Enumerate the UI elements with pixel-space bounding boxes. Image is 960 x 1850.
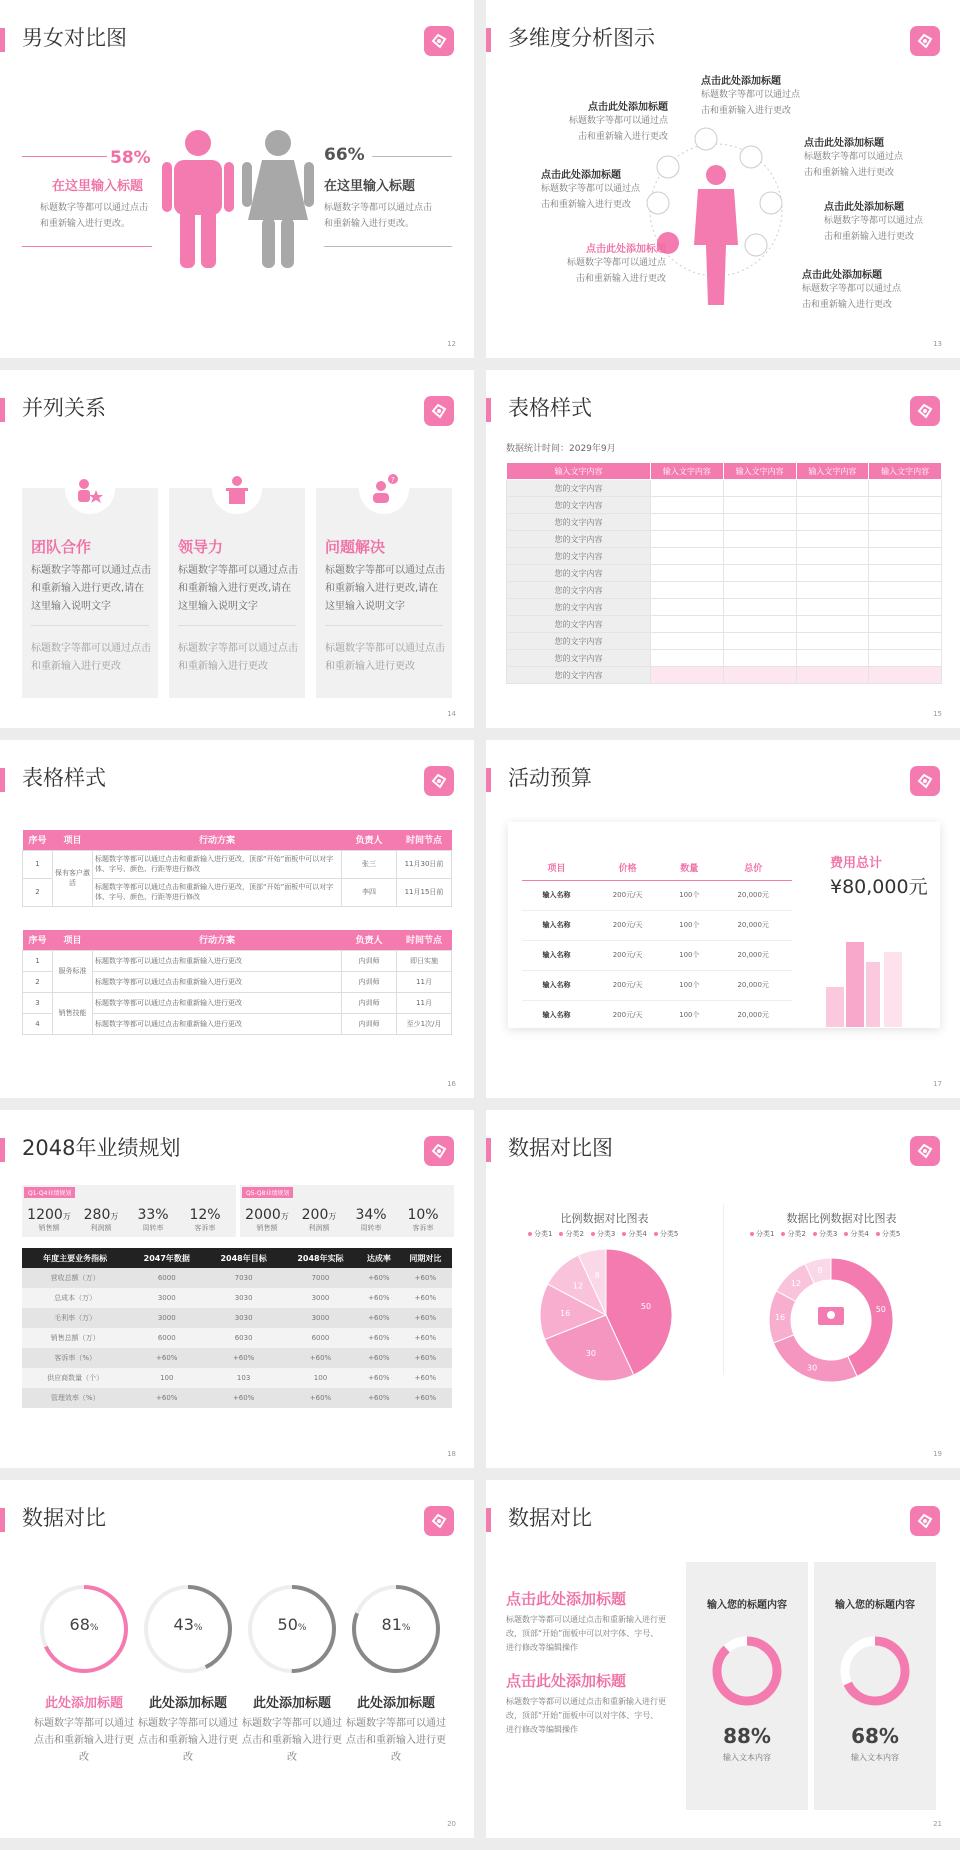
title-bar [0,1508,5,1532]
slide-13 [486,0,960,358]
slide-18 [0,1110,474,1468]
female-figure-icon [240,130,316,270]
slice-label: 12 [572,1281,583,1291]
slice-label: 8 [817,1266,823,1276]
table-cell [796,599,869,616]
slide-17 [486,740,960,1098]
table-cell [869,650,942,667]
page-number: 12 [447,340,456,348]
table-row [507,497,942,514]
brand-logo-icon [424,1136,454,1166]
table-cell [651,667,724,684]
group-label: 保有客户激活 [53,850,93,906]
table-row: 输入名称 200元/天 100个 20,000元 [522,1000,792,1030]
brand-logo-icon [910,766,940,796]
slide-15 [486,370,960,728]
text-block: 点击此处添加标题 标题数字等都可以通过点击和重新输入进行更改，顶部“开始”面板中可以对字体、字号、进行修改等编辑操作 [506,1590,666,1652]
city-buildings-icon [808,932,928,1027]
label-left-1: 点击此处添加标题 标题数字等都可以通过点 击和重新输入进行更改 [568,102,668,142]
table-cell [869,531,942,548]
row-label: 您的文字内容 [507,514,651,531]
row-label: 您的文字内容 [507,650,651,667]
card-teamwork: 团队合作 标题数字等都可以通过点击和重新输入进行更改,请在这里输入说明文字 标题数字等都可以通过点击和重新输入进行更改 [22,488,158,698]
slide-title: 表格样式 [508,396,592,420]
slide-title: 表格样式 [22,766,106,790]
table-row [507,548,942,565]
table-cell [651,480,724,497]
page-number: 13 [933,340,942,348]
slice-label: 50 [875,1305,886,1315]
table-cell [796,582,869,599]
businessman-diagram [646,125,786,315]
slide-title: 活动预算 [508,766,592,790]
table-cell [869,616,942,633]
table-cell [869,497,942,514]
label-right-1: 点击此处添加标题 标题数字等都可以通过点 击和重新输入进行更改 [804,138,904,178]
budget-table: 项目 价格 数量 总价 输入名称 200元/天 100个 20,000元 输入名称 200元/天 100个 20,000元 输入名称 200元/天 100个 20,000元 输入名称 200元/天 100个 20,000元 输入名称 200元/天 100个 20,000元 [522,856,792,1031]
brand-logo-icon [424,1506,454,1536]
table-cell [869,667,942,684]
table-row: 输入名称 200元/天 100个 20,000元 [522,970,792,1000]
table-cell [651,548,724,565]
table-cell [723,548,796,565]
column-header: 输入文字内容 [869,463,942,480]
ring-caption: 此处添加标题 标题数字等都可以通过点击和重新输入进行更改 [34,1696,134,1763]
female-description: 标题数字等都可以通过点击 和重新输入进行更改。 [40,203,149,229]
row-label: 您的文字内容 [507,582,651,599]
progress-ring: 50% [246,1583,338,1675]
performance-table: 年度主要业务指标 2047年数据 2048年目标 2048年实际 达成率 同期对比 营收总额（万） 6000 7030 7000 +60% +60% 总成本（万） 3000 3030 3000 +60% +60% 毛利率（万） 3000 3030 3000 +60% +60% 销售总额（万） 6000 6030 6000 +60% +60% 客诉率（%） +60% +60% +60% +60% +60% 供应商数量（个） 100 103 100 +60% +60% 管理效率（%） +60% +60% +60% +60% +60% [22,1248,452,1408]
group-label: 服务标准 [53,950,93,992]
table-cell [723,497,796,514]
stat-box: 输入您的标题内容 68% 输入文本内容 [814,1562,936,1810]
ring-arc [717,1641,777,1701]
ring-caption: 此处添加标题 标题数字等都可以通过点击和重新输入进行更改 [346,1696,446,1763]
progress-ring: 43% [142,1583,234,1675]
page-number: 19 [933,1450,942,1458]
ring-caption: 此处添加标题 标题数字等都可以通过点击和重新输入进行更改 [242,1696,342,1763]
table-row: 毛利率（万） 3000 3030 3000 +60% +60% [22,1308,452,1328]
group-label: 销售技能 [53,992,93,1034]
table-cell [651,514,724,531]
table-cell [651,582,724,599]
table-cell [723,531,796,548]
table-cell [651,650,724,667]
column-header: 输入文字内容 [723,463,796,480]
row-label: 您的文字内容 [507,667,651,684]
table-cell [723,582,796,599]
brand-logo-icon [424,26,454,56]
divider [324,246,452,247]
table-row: 营收总额（万） 6000 7030 7000 +60% +60% [22,1268,452,1288]
page-number: 18 [447,1450,456,1458]
row-label: 您的文字内容 [507,599,651,616]
table-cell [723,616,796,633]
table-row: 管理效率（%） +60% +60% +60% +60% +60% [22,1388,452,1408]
data-table [506,462,942,684]
title-bar [0,28,5,52]
table-cell [723,633,796,650]
page-number: 17 [933,1080,942,1088]
slice-label: 12 [790,1278,802,1288]
table-cell [796,514,869,531]
presenter-icon [818,1307,844,1325]
table-row: 客诉率（%） +60% +60% +60% +60% +60% [22,1348,452,1368]
slice-label: 16 [774,1313,786,1323]
action-table-2: 序号 项目 行动方案 负责人 时间节点 1 服务标准 标题数字等都可以通过点击和重新输入进行更改 内训师 即日实施 2 标题数字等都可以通过点击和重新输入进行更改 内训师 11月 3 销售技能 标题数字等都可以通过点击和重新输入进行更改 内训师 11月 4 标题数字等都可以通过点击和重新输入进行更改 内训师 至少1次/月 [22,930,452,1035]
table-cell [651,565,724,582]
table-row [507,480,942,497]
table-cell [796,633,869,650]
action-table-1: 序号 项目 行动方案 负责人 时间节点 1 保有客户激活 标题数字等都可以通过点击和重新输入进行更改，顶部“开始”面板中可以对字体、字号、颜色、行距等进行修改 张三 11月30日前 2 标题数字等都可以通过点击和重新输入进行更改，顶部“开始”面板中可以对字体、字号、颜色、行距等进行修改 李四 11月15日前 [22,830,452,907]
table-cell [651,633,724,650]
slide-12 [0,0,474,358]
slice-label: 50 [640,1302,652,1312]
male-percentage: 66% [324,145,365,165]
table-row [507,514,942,531]
table-cell [723,667,796,684]
slide-14 [0,370,474,728]
ring-caption: 此处添加标题 标题数字等都可以通过点击和重新输入进行更改 [138,1696,238,1763]
table-cell [796,531,869,548]
title-bar [486,1508,491,1532]
table-cell [869,514,942,531]
table-row [507,667,942,684]
stat-date: 数据统计时间：2029年9月 [506,444,616,454]
table-cell [869,548,942,565]
question-person-icon [359,464,409,514]
table-cell [796,480,869,497]
slide-title: 多维度分析图示 [508,26,655,50]
row-label: 您的文字内容 [507,616,651,633]
column-header: 输入文字内容 [796,463,869,480]
slide-title: 数据对比 [22,1506,106,1530]
progress-ring: 68% [38,1583,130,1675]
label-left-2: 点击此处添加标题 标题数字等都可以通过点 击和重新输入进行更改 [541,170,641,210]
table-cell [723,565,796,582]
table-row: 输入名称 200元/天 100个 20,000元 [522,940,792,970]
row-label: 您的文字内容 [507,565,651,582]
table-cell [796,565,869,582]
kpi-panel-1: Q1-Q4业绩规划 1200万 销售额 280万 利润额 33% 周转率 12% 客诉率 [22,1185,236,1237]
progress-ring: 81% [350,1583,442,1675]
title-bar [486,768,491,792]
page-number: 15 [933,710,942,718]
table-row [507,582,942,599]
table-cell [869,480,942,497]
title-bar [0,398,5,422]
slide-19 [486,1110,960,1468]
brand-logo-icon [910,26,940,56]
table-cell [651,599,724,616]
budget-card [508,822,940,1028]
female-heading: 在这里输入标题 [52,179,144,194]
divider [22,156,107,157]
column-header: 输入文字内容 [507,463,651,480]
table-cell [796,616,869,633]
table-row [507,650,942,667]
slide-title: 数据对比 [508,1506,592,1530]
slide-21 [486,1480,960,1838]
legend: 分类1 分类2 分类3 分类4 分类5 [750,1229,907,1239]
table-row [507,599,942,616]
title-bar [486,398,491,422]
column-header: 输入文字内容 [651,463,724,480]
svg-text:?: ? [391,476,395,484]
table-row [507,565,942,582]
slice-label: 30 [585,1349,596,1359]
male-description: 标题数字等都可以通过点击 和重新输入进行更改。 [324,203,433,229]
pie-slice [773,1335,857,1382]
table-row [507,616,942,633]
row-label: 您的文字内容 [507,497,651,514]
table-row: 总成本（万） 3000 3030 3000 +60% +60% [22,1288,452,1308]
table-cell [869,565,942,582]
row-label: 您的文字内容 [507,548,651,565]
table-cell [869,582,942,599]
title-bar [486,28,491,52]
page-number: 20 [447,1820,456,1828]
donut-chart [766,1255,896,1385]
table-cell [651,531,724,548]
table-cell [869,633,942,650]
slide-16 [0,740,474,1098]
label-top: 点击此处添加标题 标题数字等都可以通过点 击和重新输入进行更改 [701,76,801,116]
slide-title: 并列关系 [22,396,106,420]
card-problem-solving: ? 问题解决 标题数字等都可以通过点击和重新输入进行更改,请在这里输入说明文字 标题数字等都可以通过点击和重新输入进行更改 [316,488,452,698]
divider [723,1205,724,1375]
page-number: 16 [447,1080,456,1088]
team-icon [65,464,115,514]
male-figure-icon [160,130,236,270]
label-right-2: 点击此处添加标题 标题数字等都可以通过点 击和重新输入进行更改 [824,202,924,242]
table-cell [796,548,869,565]
pie-chart [536,1245,676,1385]
page-number: 21 [933,1820,942,1828]
table-cell [796,667,869,684]
table-cell [723,480,796,497]
slide-title: 2048年业绩规划 [22,1136,181,1160]
table-row [507,531,942,548]
row-label: 您的文字内容 [507,480,651,497]
kpi-panel-2: Q5-Q8业绩规划 2000万 销售额 200万 利润额 34% 周转率 10% 客诉率 [240,1185,454,1237]
slide-title: 数据对比图 [508,1136,613,1160]
row-label: 您的文字内容 [507,633,651,650]
brand-logo-icon [424,396,454,426]
table-row: 输入名称 200元/天 100个 20,000元 [522,910,792,940]
podium-icon [212,464,262,514]
title-bar [0,1138,5,1162]
table-cell [723,599,796,616]
table-row [507,633,942,650]
slide-20 [0,1480,474,1838]
table-cell [651,497,724,514]
label-right-3: 点击此处添加标题 标题数字等都可以通过点 击和重新输入进行更改 [802,270,902,310]
table-row: 供应商数量（个） 100 103 100 +60% +60% [22,1368,452,1388]
stat-box: 输入您的标题内容 88% 输入文本内容 [686,1562,808,1810]
table-cell [723,650,796,667]
chart-title: 比例数据对比图表 [560,1212,649,1225]
table-cell [651,616,724,633]
table-cell [869,599,942,616]
slice-label: 30 [807,1363,818,1373]
page-number: 14 [447,710,456,718]
brand-logo-icon [910,1136,940,1166]
table-cell [796,650,869,667]
card-leadership: 领导力 标题数字等都可以通过点击和重新输入进行更改,请在这里输入说明文字 标题数字等都可以通过点击和重新输入进行更改 [169,488,305,698]
table-cell [796,497,869,514]
slide-title: 男女对比图 [22,26,127,50]
legend: 分类1 分类2 分类3 分类4 分类5 [528,1229,685,1239]
male-heading: 在这里输入标题 [324,179,416,194]
female-percentage: 58% [110,148,151,168]
brand-logo-icon [424,766,454,796]
slice-label: 16 [560,1308,571,1318]
brand-logo-icon [910,396,940,426]
table-row: 输入名称 200元/天 100个 20,000元 [522,880,792,910]
total-value: ¥80,000元 [830,876,928,898]
text-block: 点击此处添加标题 标题数字等都可以通过点击和重新输入进行更改，顶部“开始”面板中可以对字体、字号、进行修改等编辑操作 [506,1672,666,1734]
brand-logo-icon [910,1506,940,1536]
table-row: 销售总额（万） 6000 6030 6000 +60% +60% [22,1328,452,1348]
title-bar [0,768,5,792]
title-bar [486,1138,491,1162]
slice-label: 8 [594,1271,600,1281]
divider [22,246,152,247]
label-left-3: 点击此处添加标题 标题数字等都可以通过点 击和重新输入进行更改 [566,244,666,284]
chart-title: 数据比例数据对比图表 [786,1212,897,1225]
row-label: 您的文字内容 [507,531,651,548]
divider [372,156,452,157]
total-label: 费用总计 [830,856,883,871]
table-cell [723,514,796,531]
